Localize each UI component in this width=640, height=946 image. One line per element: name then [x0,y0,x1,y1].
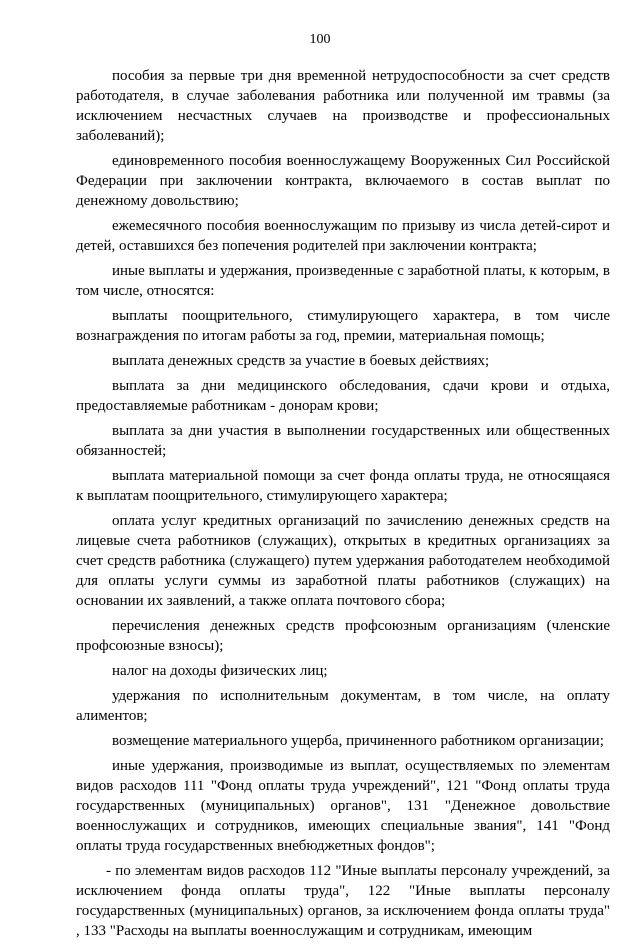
paragraph: налог на доходы физических лиц; [112,663,328,679]
paragraph: единовременного пособия военнослужащему Вооруженных Сил Российской Федерации при заключении контракта, включаемого в состав выплат по денежному довольствию; [76,153,610,209]
paragraph: выплата материальной помощи за счет фонда оплаты труда, не относящаяся к выплатам поощрительного, стимулирующего характера; [76,468,610,504]
page-number: 100 [309,32,331,47]
document-body [76,66,610,946]
paragraph: иные удержания, производимые из выплат, осуществляемых по элементам видов расходов 111 "Фонд оплаты труда учреждений", 121 "Фонд оплаты труда государственных (муниципальных) органов", 131 "Денежное довольствие военнослужащих и сотрудников, имеющих специальные звания", 141 "Фонд оплаты труда государственных внебюджетных фондов"; [76,758,610,854]
paragraph: пособия за первые три дня временной нетрудоспособности за счет средств работодателя, в случае заболевания работника или полученной им травмы (за исключением несчастных случаев на производстве и профессиональных заболеваний); [76,68,610,144]
paragraph: выплата за дни медицинского обследования, сдачи крови и отдыха, предоставляемые работникам - донорам крови; [76,378,610,414]
paragraph: возмещение материального ущерба, причиненного работником организации; [112,733,604,749]
paragraph: ежемесячного пособия военнослужащим по призыву из числа детей-сирот и детей, оставшихся без попечения родителей при заключении контракта; [76,218,610,254]
paragraph: оплата услуг кредитных организаций по зачислению денежных средств на лицевые счета работников (служащих), открытых в кредитных организациях за счет средств работника (служащего) путем удержания работодателем необходимой для оплаты услуги суммы из заработной платы работников (служащих) на основании их заявлений, а также оплата почтового сбора; [76,513,610,609]
paragraph: выплата за дни участия в выполнении государственных или общественных обязанностей; [76,423,610,459]
paragraph: перечисления денежных средств профсоюзным организациям (членские профсоюзные взносы); [76,618,610,654]
paragraph: выплаты поощрительного, стимулирующего характера, в том числе вознаграждения по итогам работы за год, премии, материальная помощь; [76,308,610,344]
paragraph-dash: - по элементам видов расходов 112 "Иные выплаты персоналу учреждений, за исключением фонда оплаты труда", 122 "Иные выплаты персоналу государственных (муниципальных) органов, за исключением фонда оплаты труда" , 133 "Расходы на выплаты военнослужащим и сотрудникам, имеющим [76,863,610,939]
paragraph: иные выплаты и удержания, произведенные с заработной платы, к которым, в том числе, относятся: [76,263,610,299]
paragraph: выплата денежных средств за участие в боевых действиях; [112,353,490,369]
paragraph: удержания по исполнительным документам, в том числе, на оплату алиментов; [76,688,610,724]
